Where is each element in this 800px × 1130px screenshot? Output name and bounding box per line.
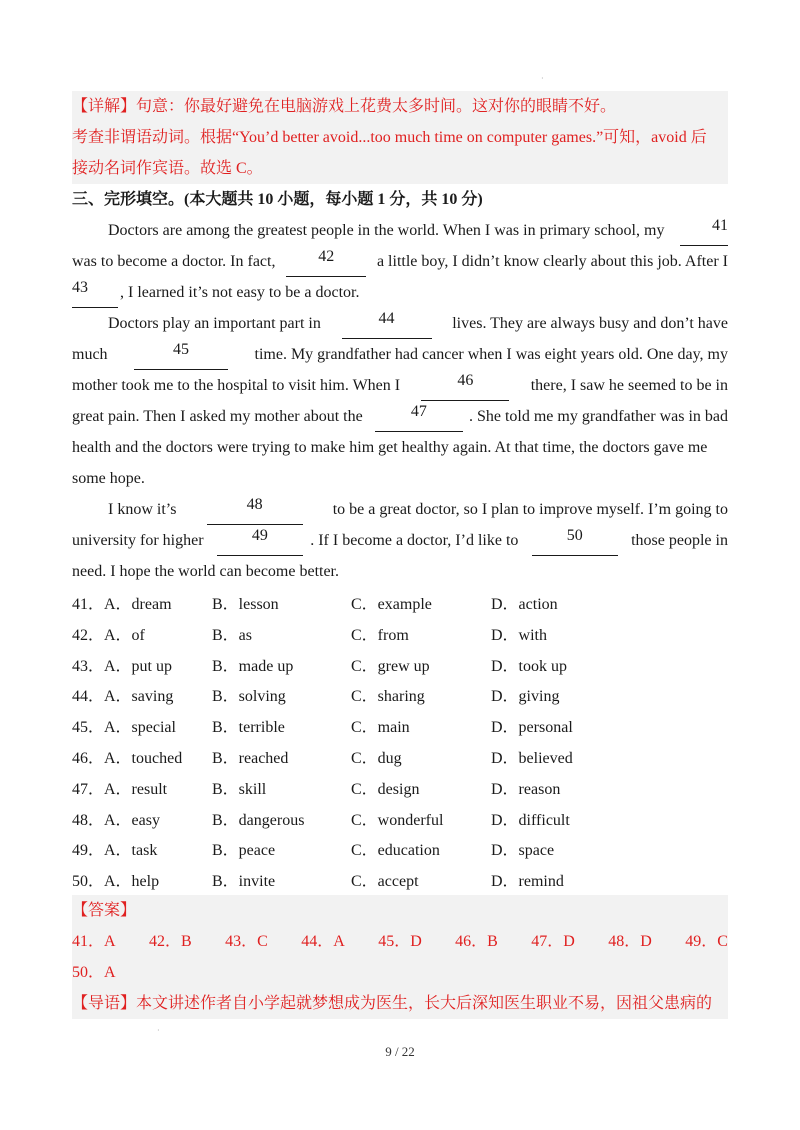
guide-line: 【导语】本文讲述作者自小学起就梦想成为医生，长大后深知医生职业不易，因祖父患病的 <box>72 995 713 1012</box>
passage-line <box>72 308 728 339</box>
answer-item: 42．B <box>148 933 192 950</box>
option-c: C．sharing <box>351 688 425 706</box>
answer-item: 45．D <box>378 933 422 950</box>
answer-row <box>72 926 728 957</box>
passage-text: . If I become a doctor, I’d like to <box>310 532 519 549</box>
passage-text: mother took me to the hospital to visit him. When I <box>72 377 401 394</box>
passage-line <box>72 215 728 246</box>
option-d: D．space <box>491 842 555 860</box>
option-d: D．difficult <box>491 811 570 829</box>
answer-item: 48．D <box>608 933 652 950</box>
option-a: 46．A．touched <box>72 749 183 767</box>
passage-text: those people in <box>631 532 728 549</box>
option-a: 43．A．put up <box>72 657 173 675</box>
option-a: 50．A．help <box>72 873 160 891</box>
passage-text: . She told me my grandfather was in bad <box>468 408 728 425</box>
blank-47: 47 <box>375 401 463 432</box>
option-a: 41．A．dream <box>72 596 172 613</box>
passage-text: great pain. Then I asked my mother about the <box>72 408 363 425</box>
passage-text: there, I saw he seemed to be in <box>530 377 728 394</box>
explanation-line-1: 【详解】句意：你最好避免在电脑游戏上花费太多时间。这对你的眼睛不好。 <box>72 98 617 115</box>
passage-text: need. I hope the world can become better. <box>72 563 339 580</box>
option-b: B．skill <box>212 780 267 798</box>
answer-item: 43．C <box>225 933 268 950</box>
passage-text: was to become a doctor. In fact, <box>72 253 276 270</box>
passage-text: a little boy, I didn’t know clearly about this job. After I <box>376 253 728 270</box>
option-b: B．terrible <box>212 719 285 737</box>
answer-block <box>72 895 728 1019</box>
option-b: B．solving <box>212 688 286 706</box>
passage-line <box>72 463 728 494</box>
answer-item: 47．D <box>531 933 575 950</box>
option-a: 42．A．of <box>72 626 145 644</box>
passage-line <box>72 432 728 463</box>
blank-41: 41 <box>680 215 728 246</box>
option-b: B．invite <box>212 873 276 891</box>
blank-46: 46 <box>421 370 509 401</box>
option-b: B．peace <box>212 842 276 860</box>
passage-line <box>72 401 728 432</box>
passage-text: Doctors are among the greatest people in the world. When I was in primary school, my <box>108 222 665 239</box>
option-c: C．main <box>351 719 410 737</box>
option-c: C．from <box>351 626 409 644</box>
option-b: B．as <box>212 626 253 644</box>
passage-line <box>72 494 728 525</box>
option-d: D．believed <box>491 749 573 767</box>
option-c: C．example <box>351 596 432 613</box>
passage-text: to be a great doctor, so I plan to improve myself. I’m going to <box>332 501 728 518</box>
answer-item: 46．B <box>455 933 498 950</box>
option-b: B．lesson <box>212 596 279 613</box>
option-b: B．dangerous <box>212 811 305 829</box>
answer-item: 41．A <box>72 933 116 950</box>
scan-dot: · <box>157 1026 160 1035</box>
passage-line <box>72 525 728 556</box>
blank-50: 50 <box>532 525 618 556</box>
answer-item: 44．A <box>301 933 345 950</box>
option-c: C．wonderful <box>351 811 444 829</box>
option-c: C．accept <box>351 873 419 891</box>
answer-item: 49．C <box>685 933 728 950</box>
option-c: C．dug <box>351 749 402 767</box>
passage-line <box>72 246 728 277</box>
blank-49: 49 <box>217 525 303 556</box>
scan-dot: · <box>541 74 544 83</box>
explanation-line-3: 接动名词作宾语。故选 C。 <box>72 160 263 177</box>
passage-text: university for higher <box>72 532 204 549</box>
passage-line <box>72 277 728 308</box>
passage-line <box>72 556 728 587</box>
cloze-passage <box>72 215 728 587</box>
option-a: 49．A．task <box>72 842 158 860</box>
option-a: 45．A．special <box>72 719 176 737</box>
passage-text: lives. They are always busy and don’t have <box>452 315 728 332</box>
option-d: D．personal <box>491 719 573 737</box>
option-d: D．took up <box>491 657 568 675</box>
passage-text: time. My grandfather had cancer when I was eight years old. One day, my <box>254 346 728 363</box>
page-number: 9 / 22 <box>385 1044 415 1059</box>
option-c: C．design <box>351 780 420 798</box>
option-a: 44．A．saving <box>72 688 174 706</box>
passage-text: some hope. <box>72 470 145 487</box>
option-d: D．action <box>491 596 558 613</box>
option-c: C．education <box>351 842 440 860</box>
blank-45: 45 <box>134 339 228 370</box>
option-d: D．reason <box>491 780 561 798</box>
option-d: D．giving <box>491 688 560 706</box>
passage-line <box>72 370 728 401</box>
passage-line <box>72 339 728 370</box>
blank-43: 43 <box>72 277 118 308</box>
option-b: B．made up <box>212 657 294 675</box>
explanation-block <box>72 91 728 184</box>
option-b: B．reached <box>212 749 289 767</box>
section-title: 三、完形填空。(本大题共 10 小题，每小题 1 分，共 10 分) <box>72 191 483 208</box>
passage-text: , I learned it’s not easy to be a doctor. <box>120 284 360 301</box>
option-c: C．grew up <box>351 657 430 675</box>
blank-44: 44 <box>342 308 432 339</box>
explanation-line-2: 考查非谓语动词。根据“You’d better avoid...too much time on computer games.”可知，avoid 后 <box>72 129 707 146</box>
answer-item-last: 50．A <box>72 964 116 981</box>
blank-42: 42 <box>286 246 366 277</box>
blank-48: 48 <box>207 494 303 525</box>
passage-text: health and the doctors were trying to make him get healthy again. At that time, the doctors gave me <box>72 439 708 456</box>
option-d: D．remind <box>491 873 564 891</box>
option-d: D．with <box>491 626 548 644</box>
passage-text: I know it’s <box>108 501 177 518</box>
passage-text: Doctors play an important part in <box>108 315 321 332</box>
passage-text: much <box>72 346 108 363</box>
answer-heading: 【答案】 <box>72 902 137 919</box>
option-a: 48．A．easy <box>72 811 160 829</box>
option-a: 47．A．result <box>72 780 168 798</box>
